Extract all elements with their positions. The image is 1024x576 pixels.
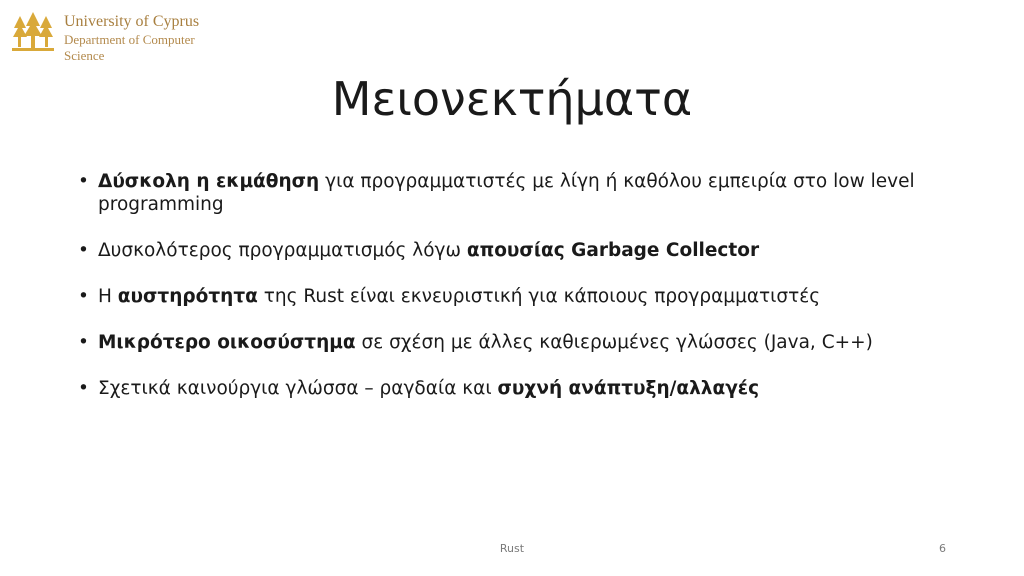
- bullet-list: [78, 170, 938, 423]
- bullet-text: Σχετικά καινούργια γλώσσα – ραγδαία και: [98, 378, 498, 399]
- bullet-item: [78, 377, 938, 400]
- logo-department-name: Department of Computer: [64, 32, 195, 47]
- bullet-text: για προγραμματιστές με λίγη ή καθόλου εμπειρία στο low level programming: [98, 171, 915, 215]
- logo-department-name-cont: Science: [64, 48, 105, 63]
- logo-text: [64, 12, 199, 64]
- cyprus-tree-emblem-icon: [10, 8, 56, 54]
- bullet-emphasis: απουσίας Garbage Collector: [466, 240, 760, 261]
- bullet-item: [78, 239, 938, 262]
- footer-title: Rust: [499, 542, 525, 555]
- bullet-text: της Rust είναι εκνευριστική για κάποιους προγραμματιστές: [257, 286, 821, 307]
- bullet-item: [78, 170, 938, 216]
- bullet-text: σε σχέση με άλλες καθιερωμένες γλώσσες (Java, C++): [355, 332, 873, 353]
- bullet-item: [78, 285, 938, 308]
- bullet-emphasis: συχνή ανάπτυξη/αλλαγές: [497, 378, 760, 399]
- bullet-item: [78, 331, 938, 354]
- slide-title: Μειονεκτήματα: [331, 72, 693, 126]
- bullet-emphasis: αυστηρότητα: [117, 286, 258, 307]
- bullet-emphasis: Δύσκολη η εκμάθηση: [98, 171, 320, 192]
- slide-number: 6: [939, 542, 946, 555]
- logo-university-name: University of Cyprus: [64, 13, 200, 30]
- bullet-text: Δυσκολότερος προγραμματισμός λόγω: [98, 240, 467, 261]
- bullet-text: Η: [98, 286, 118, 307]
- bullet-emphasis: Μικρότερο οικοσύστημα: [98, 332, 356, 353]
- university-logo: [10, 8, 240, 70]
